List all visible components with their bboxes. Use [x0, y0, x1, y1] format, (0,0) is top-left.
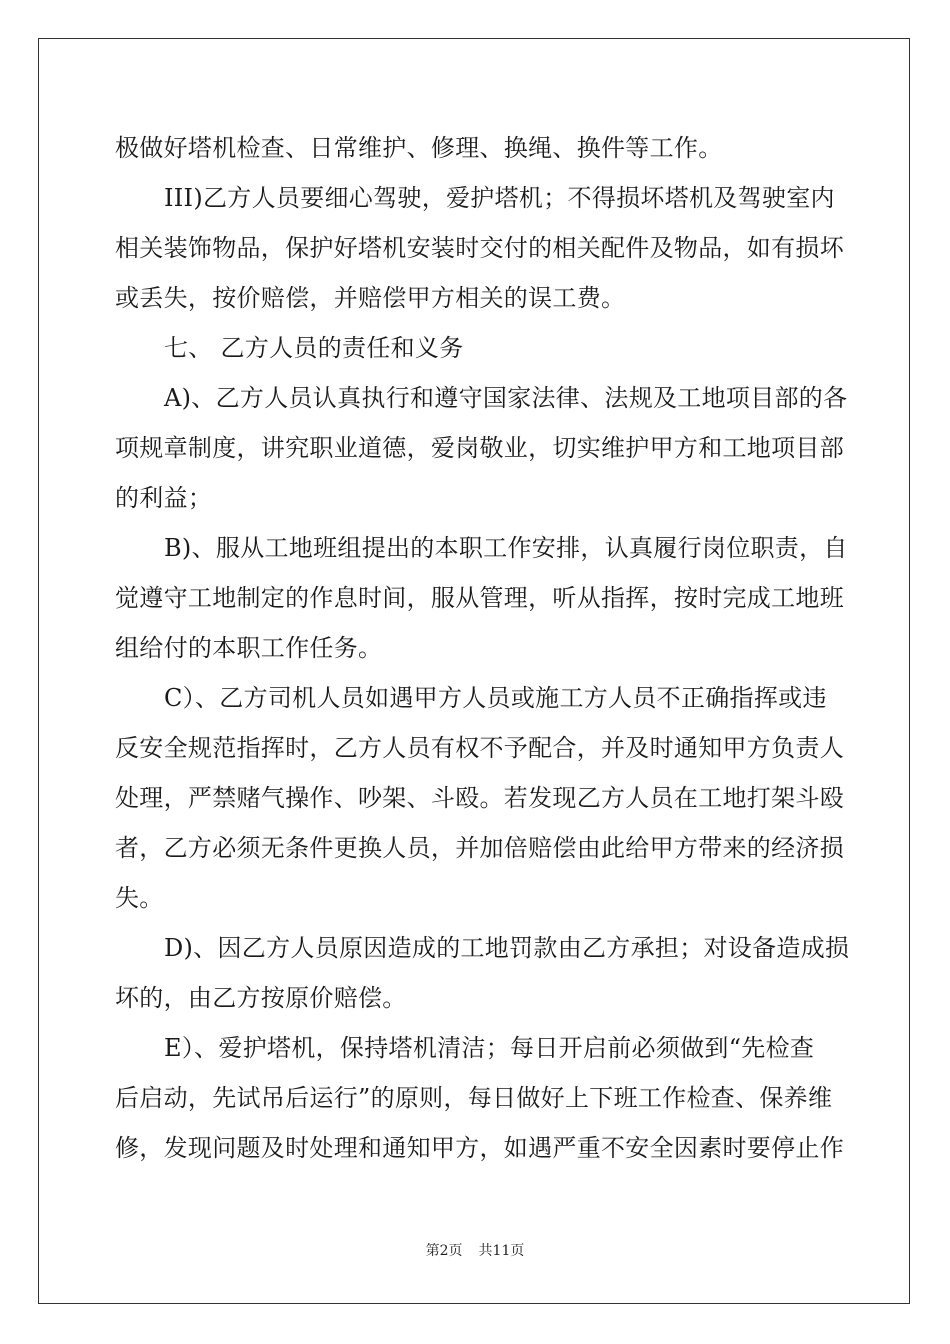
text-line: III)乙方人员要细心驾驶，爱护塔机；不得损坏塔机及驾驶室内	[164, 184, 835, 212]
text-line: 极做好塔机检查、日常维护、修理、换绳、换件等工作。	[115, 134, 723, 162]
page-footer	[0, 1240, 950, 1260]
text-line: 者，乙方必须无条件更换人员，并加倍赔偿由此给甲方带来的经济损	[115, 834, 844, 862]
text-line: 后启动，先试吊后运行”的原则，每日做好上下班工作检查、保养维	[115, 1084, 833, 1112]
text-line: E）、爱护塔机，保持塔机清洁；每日开启前必须做到“先检查	[164, 1034, 815, 1062]
text-line: 的利益；	[115, 484, 213, 512]
text-line: 失。	[115, 884, 164, 912]
page-total: 共11页	[478, 1243, 525, 1259]
text-line: 坏的，由乙方按原价赔偿。	[115, 984, 407, 1012]
page-number: 第2页	[425, 1243, 463, 1259]
text-line: 相关装饰物品，保护好塔机安装时交付的相关配件及物品，如有损坏	[115, 234, 844, 262]
text-line: A)、乙方人员认真执行和遵守国家法律、法规及工地项目部的各	[164, 384, 848, 412]
text-line: 觉遵守工地制定的作息时间，服从管理，听从指挥，按时完成工地班	[115, 584, 844, 612]
text-line: 或丢失，按价赔偿，并赔偿甲方相关的误工费。	[115, 284, 626, 312]
text-line: 处理，严禁赌气操作、吵架、斗殴。若发现乙方人员在工地打架斗殴	[115, 784, 844, 812]
text-line: 反安全规范指挥时，乙方人员有权不予配合，并及时通知甲方负责人	[115, 734, 844, 762]
text-line: B)、服从工地班组提出的本职工作安排，认真履行岗位职责，自	[164, 534, 848, 562]
section-heading: 七、 乙方人员的责任和义务	[164, 334, 464, 362]
text-line: 项规章制度，讲究职业道德，爱岗敬业，切实维护甲方和工地项目部	[115, 434, 844, 462]
text-line: 修，发现问题及时处理和通知甲方，如遇严重不安全因素时要停止作	[115, 1134, 844, 1162]
page-border	[38, 38, 910, 1304]
text-line: 组给付的本职工作任务。	[115, 634, 383, 662]
text-line: D)、因乙方人员原因造成的工地罚款由乙方承担；对设备造成损	[164, 934, 850, 962]
text-line: C）、乙方司机人员如遇甲方人员或施工方人员不正确指挥或违	[164, 684, 827, 712]
